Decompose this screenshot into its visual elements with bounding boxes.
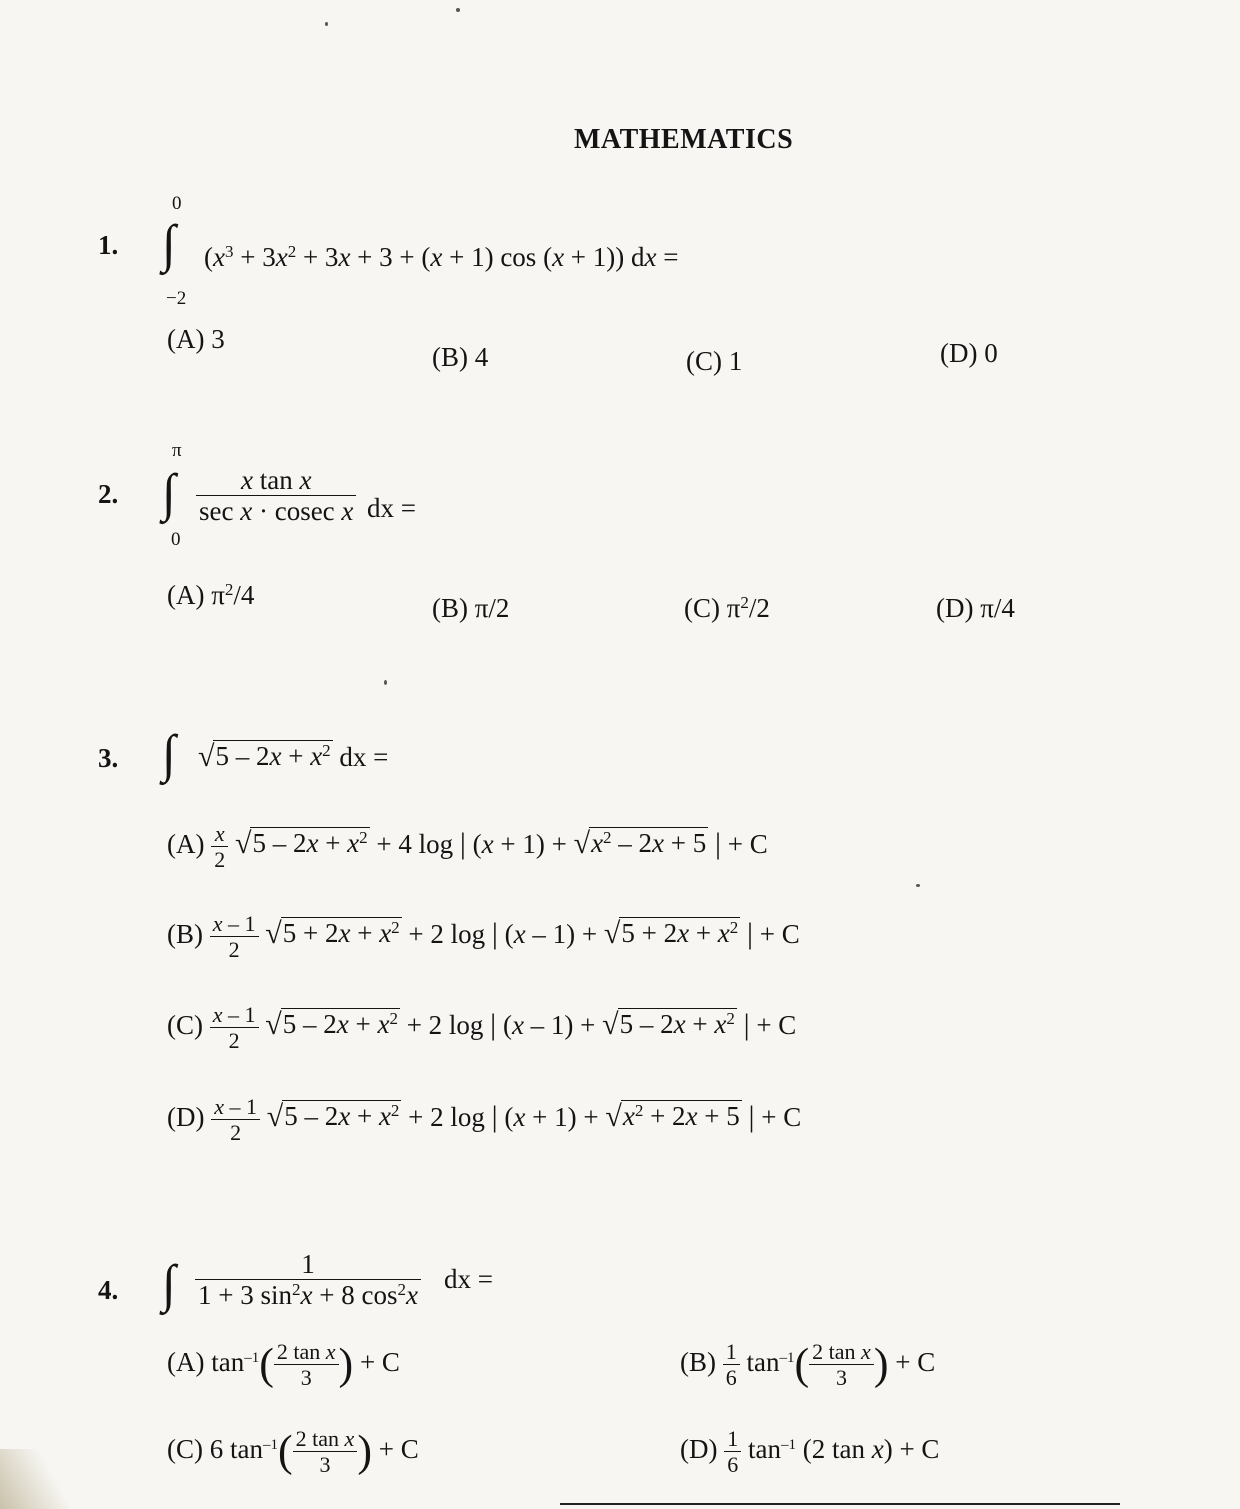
page-corner-shadow <box>0 1449 70 1509</box>
question-4-option-d: (D) $\frac{1}{6}$ $\tan^{-1} (2$ tan x) + C <box>680 1426 940 1478</box>
question-3-option-c: (C) $\frac{x - 1}{2}$ √ $5 - 2x + x^2$ + 2 log | (x – 1) + √ $5 - 2x + x^2$ | + C <box>167 1002 797 1054</box>
question-2-option-a: (A) $\pi^2/4$ <box>167 580 255 610</box>
question-2-option-b: (B) π/2 <box>432 593 510 623</box>
integral-sign: ∫ <box>162 213 176 273</box>
question-4-differential: dx = <box>444 1264 493 1294</box>
question-1-option-a: (A) 3 <box>167 324 225 354</box>
integral-sign: ∫ <box>162 462 176 522</box>
question-2-number: 2. <box>98 479 119 509</box>
question-3-expression: √ $5 - 2x + x^2$ dx = <box>198 740 389 774</box>
integral-sign: ∫ <box>162 1253 176 1313</box>
question-1-upper-limit: 0 <box>172 193 182 214</box>
integral-sign: ∫ <box>162 723 176 783</box>
question-2-fraction: $\frac{\text{x tan x}}{\text{sec x · cosec x}}$ <box>196 466 356 526</box>
question-3-option-d: (D) $\frac{x - 1}{2}$ √ $5 - 2x + x^2$ + 2 log | (x + 1) + √ $x^2 + 2x + 5$ | + C <box>167 1094 802 1146</box>
speck <box>916 884 920 887</box>
question-2-differential: dx = <box>367 493 416 523</box>
question-4-option-a: (A) $\tan^{-1}$( $\frac{\text{2 tan x}}{3}$ ) + C <box>167 1339 400 1391</box>
question-4-option-c: (C) 6 $\tan^{-1}$( $\frac{\text{2 tan x}}{3}$ ) + C <box>167 1426 419 1478</box>
question-1-option-c: (C) 1 <box>686 346 743 376</box>
question-1-expression: ($x^3 + 3x^2 + 3x + 3 + (x + 1)$ cos (x + 1)) dx = <box>204 242 679 272</box>
question-4-option-b: (B) $\frac{1}{6}$ $\tan^{-1}$( $\frac{\text{2 tan x}}{3}$ ) + C <box>680 1339 936 1391</box>
bottom-rule <box>560 1503 1120 1505</box>
question-3-option-b: (B) $\frac{x - 1}{2}$ √ $5 + 2x + x^2$ + 2 log | (x – 1) + √ $5 + 2x + x^2$ | + C <box>167 911 800 963</box>
question-1-number: 1. <box>98 230 119 260</box>
question-1-option-b: (B) 4 <box>432 342 489 372</box>
question-3-number: 3. <box>98 743 119 773</box>
page-title: MATHEMATICS <box>574 124 794 155</box>
question-1-option-d: (D) 0 <box>940 338 998 368</box>
question-2-lower-limit: 0 <box>171 529 181 550</box>
speck <box>384 680 387 685</box>
question-4-fraction: $\frac{1}{1 + 3 \sin^2x + 8 \cos^2x}$ <box>195 1250 421 1310</box>
question-3-option-a: (A) $\frac{x}{2}$ √ $5 - 2x + x^2$ + 4 log | (x + 1) + √ $x^2 - 2x + 5$ | + C <box>167 821 768 873</box>
speck <box>325 22 328 26</box>
question-2-option-c: (C) $\pi^2/2$ <box>684 593 770 623</box>
question-4-number: 4. <box>98 1275 119 1305</box>
question-2-option-d: (D) π/4 <box>936 593 1015 623</box>
speck <box>456 8 460 12</box>
question-2-upper-limit: π <box>172 440 182 461</box>
question-1-lower-limit: −2 <box>166 288 187 309</box>
